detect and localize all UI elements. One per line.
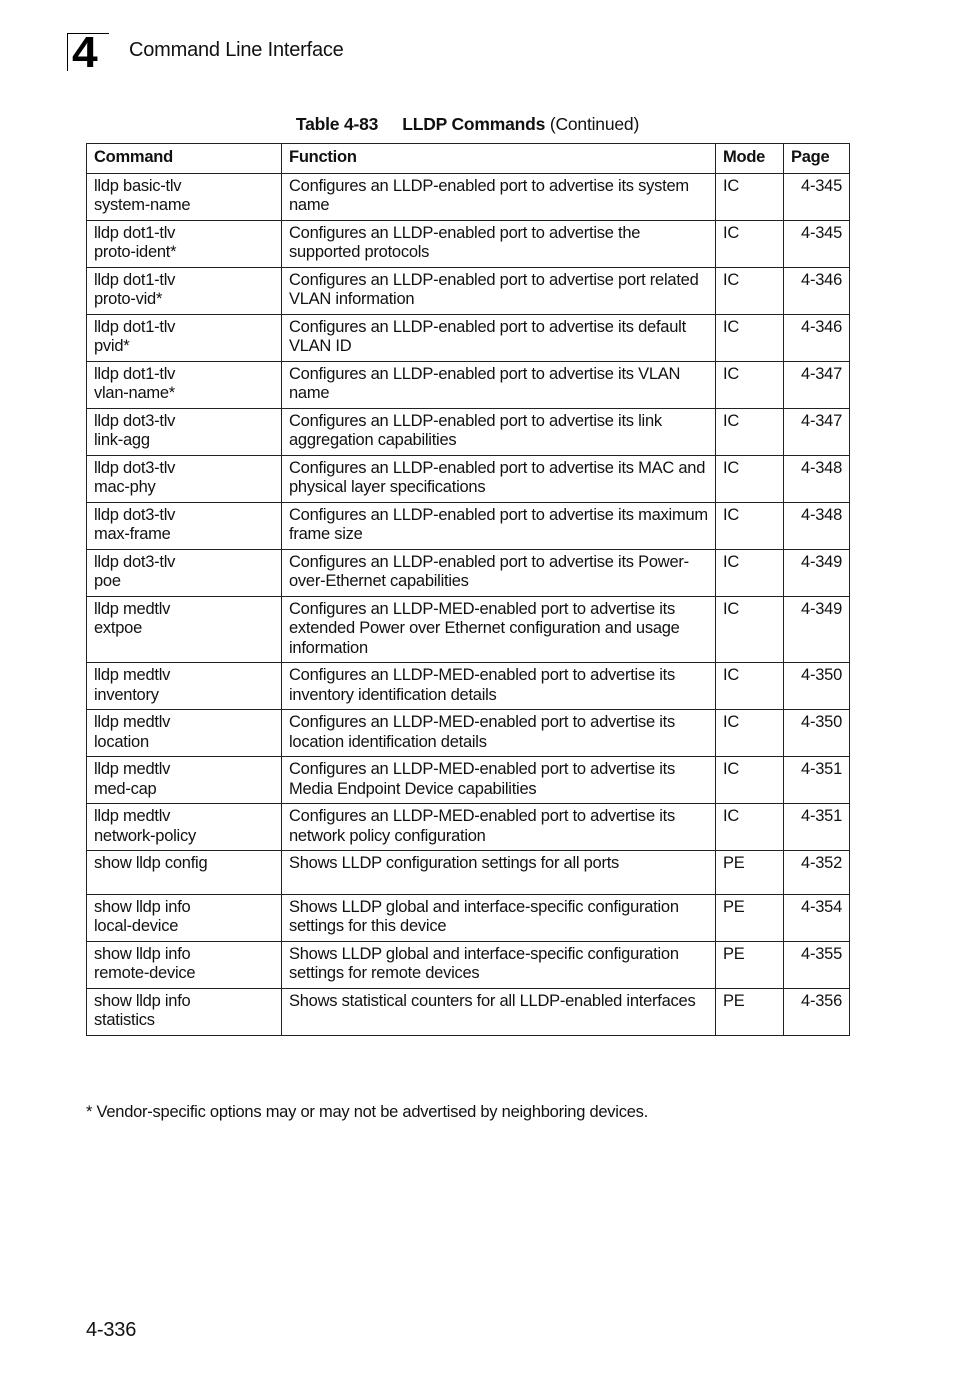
table-caption-title: LLDP Commands: [402, 114, 546, 134]
function-cell: Configures an LLDP-MED-enabled port to advertise its extended Power over Ethernet configuration and usage information: [282, 596, 716, 663]
table-caption: [86, 113, 849, 135]
function-cell: Configures an LLDP-MED-enabled port to advertise its location identification details: [282, 710, 716, 757]
command-text: med-cap: [94, 779, 157, 798]
function-cell: Configures an LLDP-enabled port to advertise port related VLAN information: [282, 267, 716, 314]
page-ref-cell: 4-346: [784, 314, 850, 361]
function-cell: Configures an LLDP-enabled port to advertise the supported protocols: [282, 220, 716, 267]
function-cell: Shows LLDP global and interface-specific configuration settings for remote devices: [282, 941, 716, 988]
table-row: [87, 851, 850, 895]
command-text: lldp dot3-tlv: [94, 505, 176, 524]
command-cell: [87, 894, 282, 941]
mode-cell: IC: [716, 455, 784, 502]
chapter-marker: [67, 28, 109, 77]
mode-cell: IC: [716, 502, 784, 549]
command-cell: [87, 596, 282, 663]
command-text: vlan-name*: [94, 384, 175, 402]
command-text: lldp dot1-tlv: [94, 270, 176, 289]
command-text: location: [94, 732, 149, 751]
table-row: [87, 173, 850, 220]
mode-cell: IC: [716, 710, 784, 757]
function-cell: Configures an LLDP-enabled port to advertise its VLAN name: [282, 361, 716, 408]
mode-cell: IC: [716, 220, 784, 267]
command-text: lldp medtlv: [94, 760, 171, 778]
mode-cell: IC: [716, 549, 784, 596]
mode-cell: PE: [716, 851, 784, 895]
function-cell: Shows statistical counters for all LLDP-enabled interfaces: [282, 988, 716, 1035]
command-text: inventory: [94, 685, 159, 704]
table-row: [87, 710, 850, 757]
function-cell: Configures an LLDP-enabled port to advertise its MAC and physical layer specifications: [282, 455, 716, 502]
function-cell: Shows LLDP configuration settings for all ports: [282, 851, 716, 895]
command-text: local-device: [94, 917, 179, 936]
page-ref-cell: 4-354: [784, 894, 850, 941]
command-text: show lldp info: [94, 991, 191, 1010]
table-row: [87, 549, 850, 596]
command-text: poe: [94, 572, 121, 590]
command-cell: [87, 173, 282, 220]
command-text: show lldp config: [94, 854, 208, 872]
command-text: pvid*: [94, 337, 130, 355]
command-text: lldp medtlv: [94, 713, 171, 731]
table-footnote: * Vendor-specific options may or may not be advertised by neighboring devices.: [86, 1103, 648, 1121]
command-text: extpoe: [94, 619, 143, 637]
running-title: Command Line Interface: [129, 39, 344, 61]
command-cell: [87, 988, 282, 1035]
function-cell: Configures an LLDP-MED-enabled port to advertise its inventory identification details: [282, 663, 716, 710]
table-row: [87, 894, 850, 941]
table-row: [87, 220, 850, 267]
function-cell: Configures an LLDP-MED-enabled port to advertise its network policy configuration: [282, 804, 716, 851]
mode-cell: IC: [716, 804, 784, 851]
column-header-command: Command: [87, 144, 282, 174]
page-ref-cell: 4-347: [784, 408, 850, 455]
page-ref-cell: 4-347: [784, 361, 850, 408]
page-ref-cell: 4-355: [784, 941, 850, 988]
command-text: lldp dot3-tlv: [94, 411, 176, 430]
command-text: lldp dot1-tlv: [94, 223, 176, 242]
mode-cell: IC: [716, 173, 784, 220]
table-caption-label: Table 4-83: [295, 114, 379, 134]
page-ref-cell: 4-351: [784, 757, 850, 804]
command-text: lldp dot1-tlv: [94, 364, 176, 383]
page-ref-cell: 4-350: [784, 663, 850, 710]
command-text: lldp medtlv: [94, 599, 171, 618]
command-text: show lldp info: [94, 944, 191, 963]
table-row: [87, 502, 850, 549]
mode-cell: IC: [716, 757, 784, 804]
command-text: system-name: [94, 196, 191, 214]
command-cell: [87, 408, 282, 455]
mode-cell: IC: [716, 267, 784, 314]
command-text: lldp medtlv: [94, 666, 171, 684]
page-ref-cell: 4-350: [784, 710, 850, 757]
command-cell: [87, 502, 282, 549]
mode-cell: IC: [716, 596, 784, 663]
page-ref-cell: 4-352: [784, 851, 850, 895]
page-ref-cell: 4-356: [784, 988, 850, 1035]
column-header-function: Function: [282, 144, 716, 174]
table-row: [87, 455, 850, 502]
table-row: [87, 804, 850, 851]
command-text: lldp dot1-tlv: [94, 317, 176, 336]
table-row: [87, 267, 850, 314]
command-cell: [87, 455, 282, 502]
command-cell: [87, 941, 282, 988]
table-caption-note: (Continued): [549, 114, 640, 134]
page-ref-cell: 4-349: [784, 596, 850, 663]
mode-cell: IC: [716, 314, 784, 361]
command-text: mac-phy: [94, 478, 156, 496]
command-text: network-policy: [94, 826, 196, 845]
command-text: max-frame: [94, 525, 171, 543]
command-cell: [87, 220, 282, 267]
column-header-page: Page: [784, 144, 850, 174]
command-cell: [87, 804, 282, 851]
command-cell: [87, 757, 282, 804]
table-row: [87, 941, 850, 988]
chapter-number: 4: [72, 28, 98, 77]
command-text: remote-device: [94, 964, 196, 983]
command-text: link-agg: [94, 431, 150, 449]
page-ref-cell: 4-348: [784, 502, 850, 549]
table-row: [87, 757, 850, 804]
mode-cell: PE: [716, 988, 784, 1035]
function-cell: Configures an LLDP-enabled port to advertise its default VLAN ID: [282, 314, 716, 361]
function-cell: Configures an LLDP-enabled port to advertise its link aggregation capabilities: [282, 408, 716, 455]
command-cell: [87, 549, 282, 596]
function-cell: Configures an LLDP-enabled port to advertise its maximum frame size: [282, 502, 716, 549]
column-header-mode: Mode: [716, 144, 784, 174]
command-text: proto-vid*: [94, 290, 163, 308]
page-ref-cell: 4-346: [784, 267, 850, 314]
page-ref-cell: 4-351: [784, 804, 850, 851]
mode-cell: IC: [716, 663, 784, 710]
command-text: proto-ident*: [94, 243, 177, 261]
table-row: [87, 988, 850, 1035]
command-text: statistics: [94, 1011, 155, 1030]
command-cell: [87, 361, 282, 408]
mode-cell: IC: [716, 408, 784, 455]
table-header-row: [87, 144, 850, 174]
page-ref-cell: 4-349: [784, 549, 850, 596]
page-number: 4-336: [86, 1319, 137, 1341]
table-row: [87, 663, 850, 710]
command-cell: [87, 314, 282, 361]
lldp-commands-table: [86, 143, 850, 1036]
mode-cell: PE: [716, 894, 784, 941]
page-ref-cell: 4-345: [784, 173, 850, 220]
command-cell: [87, 710, 282, 757]
function-cell: Configures an LLDP-enabled port to advertise its system name: [282, 173, 716, 220]
command-text: show lldp info: [94, 897, 191, 916]
command-text: lldp medtlv: [94, 807, 171, 825]
command-cell: [87, 851, 282, 895]
table-row: [87, 596, 850, 663]
command-text: lldp basic-tlv: [94, 176, 182, 195]
function-cell: Configures an LLDP-MED-enabled port to advertise its Media Endpoint Device capabilities: [282, 757, 716, 804]
command-text: lldp dot3-tlv: [94, 458, 176, 477]
table-row: [87, 314, 850, 361]
mode-cell: PE: [716, 941, 784, 988]
page-ref-cell: 4-348: [784, 455, 850, 502]
table-row: [87, 408, 850, 455]
command-cell: [87, 267, 282, 314]
page-ref-cell: 4-345: [784, 220, 850, 267]
function-cell: Configures an LLDP-enabled port to advertise its Power-over-Ethernet capabilities: [282, 549, 716, 596]
command-cell: [87, 663, 282, 710]
function-cell: Shows LLDP global and interface-specific configuration settings for this device: [282, 894, 716, 941]
command-text: lldp dot3-tlv: [94, 552, 176, 571]
table-row: [87, 361, 850, 408]
mode-cell: IC: [716, 361, 784, 408]
